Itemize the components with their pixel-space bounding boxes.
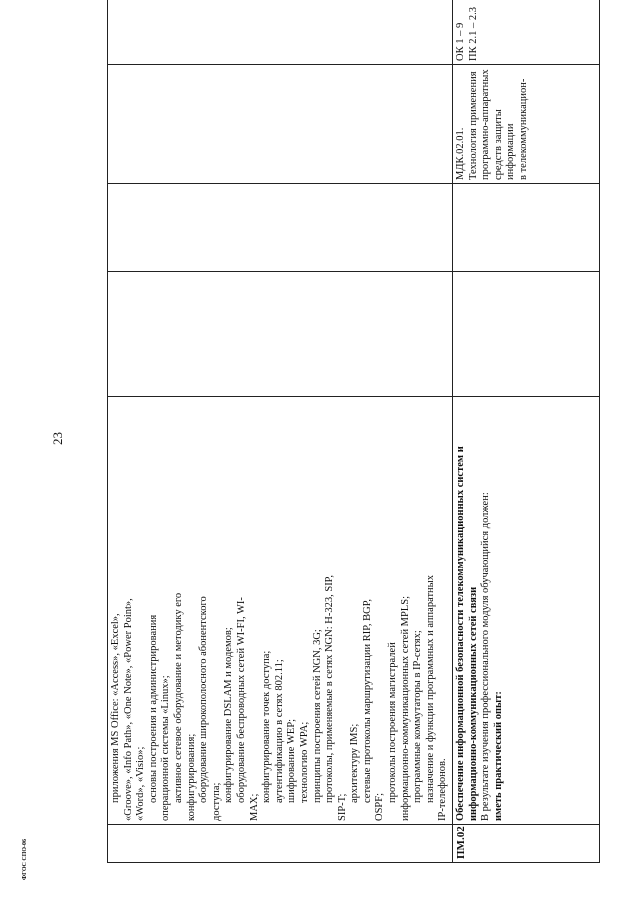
content-line: конфигурирование DSLAM и модемов; xyxy=(223,627,235,803)
content-line: оборудование беспроводных сетей WI-FI, WI- xyxy=(235,597,247,803)
curriculum-table xyxy=(107,7,553,863)
experience-label: иметь практический опыт: xyxy=(492,691,504,821)
table-row xyxy=(453,0,600,863)
hours-cell xyxy=(108,184,453,272)
content-line: шифрование WEP; xyxy=(286,718,298,803)
content-line: «Groove», «Info Path», «One Note», «Power Point», xyxy=(122,598,134,821)
content-line: конфигурирование точек доступа; xyxy=(261,650,273,803)
content-line: OSPF; xyxy=(374,792,386,821)
module-title: Обеспечение информационной безопасности телекоммуникационных систем и информационно-коммуникационных сетей связи xyxy=(455,446,479,821)
content-line: протоколы построения магистралей xyxy=(387,642,399,803)
competency-ok: ОК 1 – 9 xyxy=(455,22,467,61)
content-line: оборудование широкополосного абонентского xyxy=(198,596,210,803)
competency-cell xyxy=(108,0,453,65)
competency-cell xyxy=(453,0,600,65)
hours-cell xyxy=(108,272,453,397)
mdk-cell xyxy=(108,65,453,184)
content-line: программные коммутаторы в IP-сетях; xyxy=(412,630,424,803)
module-code: ПМ.02 xyxy=(455,826,468,859)
table-row xyxy=(108,0,453,863)
content-line: основы построения и администрирования xyxy=(147,614,159,803)
content-line: технологию WPA; xyxy=(298,721,310,803)
content-line: MAX; xyxy=(248,793,260,821)
content-line: доступа; xyxy=(210,782,222,821)
code-cell xyxy=(453,825,600,863)
hours-cell xyxy=(453,272,600,397)
mdk-line: средств защиты xyxy=(492,109,504,180)
page-number: 23 xyxy=(50,432,65,445)
content-line: протоколы, применяемые в сетях NGN: H-323, SIP, xyxy=(324,575,336,803)
content-cell xyxy=(108,397,453,825)
content-line: SIP-T; xyxy=(336,793,348,821)
content-line: IP-телефонов. xyxy=(437,758,449,821)
module-intro: В результате изучения профессионального модуля обучающийся должен: xyxy=(480,492,492,821)
content-line: «Word», «Visio»; xyxy=(135,746,147,821)
content-line: операционной системы «Linux»; xyxy=(160,675,172,821)
mdk-line: программно-аппаратных xyxy=(480,69,492,180)
content-line: конфигурирования; xyxy=(185,733,197,821)
content-line: активное сетевое оборудование и методику его xyxy=(172,592,184,803)
content-line: приложения MS Office: «Access», «Excel», xyxy=(110,613,121,803)
mdk-cell xyxy=(453,65,600,184)
competency-pk: ПК 2.1 – 2.3 xyxy=(467,7,479,61)
content-line: принципы построения сетей NGN, 3G; xyxy=(311,629,323,803)
mdk-line: Технология применения xyxy=(467,71,479,180)
content-line: информационно-коммуникационных сетей MPLS; xyxy=(399,595,411,821)
mdk-line: в телекоммуникацион- xyxy=(518,78,529,180)
mdk-line: информации xyxy=(505,123,517,180)
content-cell xyxy=(453,397,600,825)
content-line: аутентификацию в сетях 802.11; xyxy=(273,659,285,803)
mdk-code: МДК.02.01. xyxy=(455,127,467,180)
code-cell xyxy=(108,825,453,863)
hours-cell xyxy=(453,184,600,272)
footer-code: ФГОС СПО-06 xyxy=(22,838,28,880)
content-line: архитектуру IMS; xyxy=(349,723,361,803)
content-line: сетевые протоколы маршрутизации RIP, BGP, xyxy=(361,598,373,803)
content-line: назначение и функции программных и аппаратных xyxy=(424,575,436,803)
